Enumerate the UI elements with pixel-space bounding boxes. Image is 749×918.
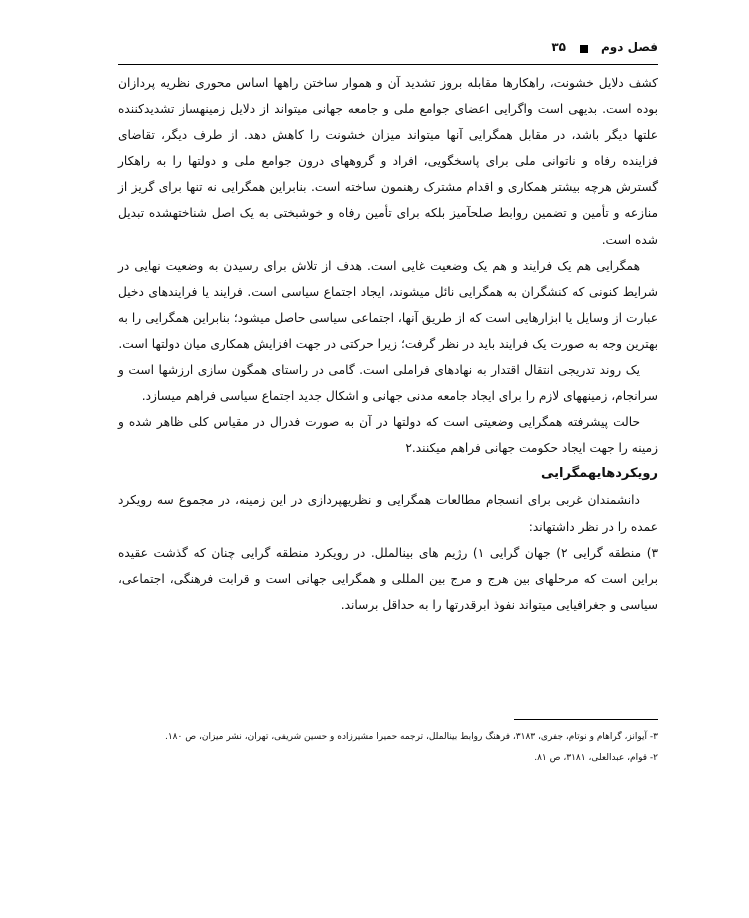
body-text: [118, 70, 658, 618]
footnote-2: ۲- قوام، عبدالعلی، ۳۱۸۱، ص ۸۱.: [534, 753, 658, 763]
footnotes: [118, 727, 658, 769]
footnote-1: ۳- آیوانز، گراهام و نوتام، جفری، ۳۱۸۳، فرهنگ روابط بینالملل، ترجمه حمیرا مشیرزاده و حسین شریفی، تهران، نشر میزان، ص ۱۸۰.: [164, 732, 658, 742]
header-square-icon: [580, 45, 588, 53]
page-number: ۳۵: [551, 40, 566, 54]
paragraph-4: حالت پیشرفته همگرایی وضعیتی است که دولتها در آن به صورت فدرال در مقیاس کلی ظاهر شده و زمینه را جهت ایجاد حکومت جهانی فراهم میکنند.۲: [118, 415, 658, 456]
footnote-divider: [514, 719, 658, 720]
paragraph-5: دانشمندان غربی برای انسجام مطالعات همگرایی و نظریهپردازی در این زمینه، در مجموع سه رویکرد عمده را در نظر داشتهاند:: [118, 493, 658, 534]
paragraph-2: همگرایی هم یک فرایند و هم یک وضعیت غایی است. هدف از تلاش برای رسیدن به وضعیت نهایی در شرایط کنونی که کنشگران به همگرایی نائل میشوند، ایجاد اجتماع سیاسی است. فرایند یا فرایندهای دخیل عبارت از وسایل یا ابزارهایی است که از طریق آنها، اجتماعی سیاسی حاصل میشود؛ بنابراین همگرایی را به بهترین وجه به صورت یک فرایند باید در نظر گرفت؛ زیرا حرکتی در جهت افزایش همکاری میان دولتها است.: [118, 258, 658, 351]
header-divider: [118, 64, 658, 65]
section-heading: رویکردهایهمگرایی: [541, 466, 658, 482]
paragraph-6: ۳) منطقه گرایی ۲) جهان گرایی ۱) رژیم های بینالملل. در رویکرد منطقه گرایی چنان که گذشت عقیده براین است که مرحلهای بین هرج و مرج بین المللی و همگرایی جهانی است و قرابت فرهنگی، اجتماعی، سیاسی و جغرافیایی میتواند نفوذ ابرقدرتها را به حداقل برساند.: [118, 545, 658, 612]
paragraph-3: یک روند تدریجی انتقال اقتدار به نهادهای فراملی است. گامی در راستای همگون سازی ارزشها است و سرانجام، زمینههای لازم را برای ایجاد جامعه مدنی جهانی و اشکال جدید اجتماع سیاسی فراهم میسازد.: [118, 363, 658, 404]
page-header: [118, 40, 658, 62]
paragraph-1: کشف دلایل خشونت، راهکارها مقابله بروز تشدید آن و هموار ساختن راهها اساس محوری نظریه پردازان بوده است. بدیهی است واگرایی اعضای جوامع ملی و جامعه جهانی میتواند از دلایل زمینهساز تشدیدکننده علتها دیگر باشد، در مقابل همگرایی آنها میتواند میزان خشونت را کاهش دهد. از طرف دیگر، تقاضای فزاینده رفاه و ناتوانی ملی برای پاسخگویی، افراد و گروههای درون جوامع ملی و دولتها را به راهکار گسترش هرچه بیشتر همکاری و اقدام مشترک رهنمون ساخته است. بنابراین همگرایی نه تنها برای گریز از منازعه و تأمین و تضمین روابط صلحآمیز بلکه برای تأمین رفاه و خوشبختی به یک اصل شناختهشده تبدیل شده است.: [118, 76, 658, 247]
chapter-label: فصل دوم: [601, 40, 658, 54]
